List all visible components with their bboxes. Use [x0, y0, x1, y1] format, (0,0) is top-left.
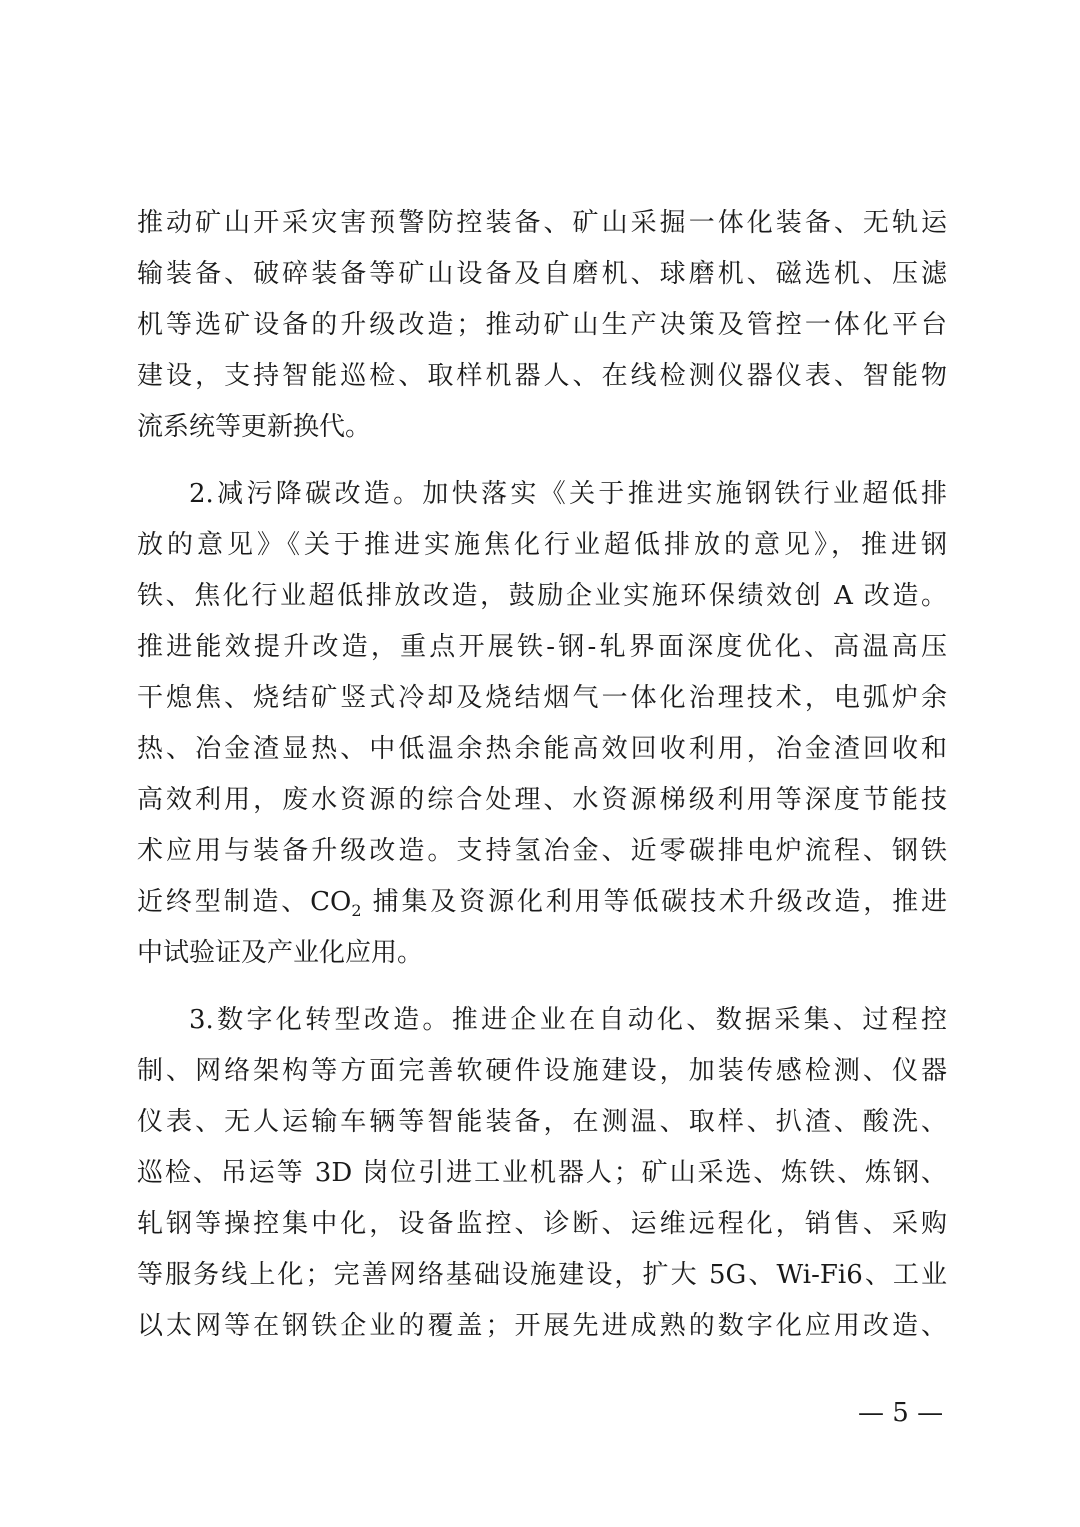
text-line: 以太网等在钢铁企业的覆盖；开展先进成熟的数字化应用改造、 — [137, 1311, 947, 1341]
text-line: 2.减污降碳改造。加快落实《关于推进实施钢铁行业超低排 — [189, 479, 947, 509]
text-line: 制、网络架构等方面完善软硬件设施建设，加装传感检测、仪器 — [137, 1056, 947, 1086]
text-line: 推动矿山开采灾害预警防控装备、矿山采掘一体化装备、无轨运 — [137, 208, 947, 238]
text-line: 机等选矿设备的升级改造；推动矿山生产决策及管控一体化平台 — [137, 310, 947, 340]
paragraph-pollution-carbon-reduction — [137, 469, 947, 979]
co2-line-before: 近终型制造、CO — [137, 887, 352, 917]
text-line: 仪表、无人运输车辆等智能装备，在测温、取样、扒渣、酸洗、 — [137, 1107, 947, 1137]
paragraph-mining-equipment — [137, 198, 947, 453]
text-line-co2 — [137, 877, 947, 928]
text-line: 中试验证及产业化应用。 — [137, 938, 424, 968]
text-line: 流系统等更新换代。 — [137, 412, 372, 442]
text-line: 术应用与装备升级改造。支持氢冶金、近零碳排电炉流程、钢铁 — [137, 836, 947, 866]
text-line: 放的意见》《关于推进实施焦化行业超低排放的意见》，推进钢 — [137, 530, 947, 560]
text-line: 铁、焦化行业超低排放改造，鼓励企业实施环保绩效创 A 改造。 — [137, 581, 947, 611]
text-line: 建设，支持智能巡检、取样机器人、在线检测仪器仪表、智能物 — [137, 361, 947, 391]
text-line: 等服务线上化；完善网络基础设施建设，扩大 5G、Wi-Fi6、工业 — [137, 1260, 947, 1290]
co2-line-after: 捕集及资源化利用等低碳技术升级改造，推进 — [361, 887, 948, 917]
text-line: 巡检、吊运等 3D 岗位引进工业机器人；矿山采选、炼铁、炼钢、 — [137, 1158, 947, 1188]
page-number: — 5 — — [858, 1398, 944, 1428]
text-line: 输装备、破碎装备等矿山设备及自磨机、球磨机、磁选机、压滤 — [137, 259, 947, 289]
body-text — [137, 198, 947, 1352]
co2-subscript: 2 — [351, 901, 362, 921]
paragraph-digital-transformation — [137, 995, 947, 1352]
text-line: 热、冶金渣显热、中低温余热余能高效回收利用，冶金渣回收和 — [137, 734, 947, 764]
text-line: 干熄焦、烧结矿竖式冷却及烧结烟气一体化治理技术，电弧炉余 — [137, 683, 947, 713]
text-line: 推进能效提升改造，重点开展铁-钢-轧界面深度优化、高温高压 — [137, 632, 947, 662]
text-line: 3.数字化转型改造。推进企业在自动化、数据采集、过程控 — [189, 1005, 947, 1035]
text-line: 轧钢等操控集中化，设备监控、诊断、运维远程化，销售、采购 — [137, 1209, 947, 1239]
text-line: 高效利用，废水资源的综合处理、水资源梯级利用等深度节能技 — [137, 785, 947, 815]
